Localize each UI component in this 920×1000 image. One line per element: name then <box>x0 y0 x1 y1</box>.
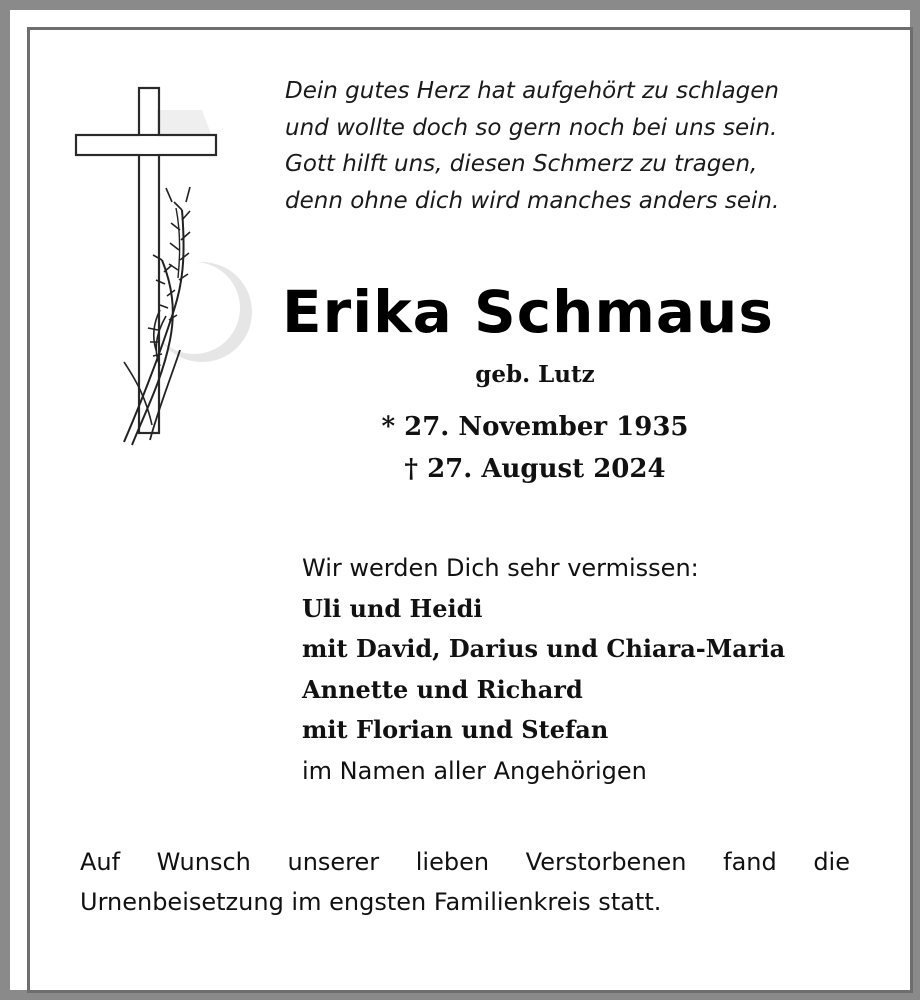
birth-date: * 27. November 1935 <box>381 412 689 442</box>
memorial-poem <box>285 73 855 219</box>
mourners-block <box>302 548 872 791</box>
mourner-line: mit David, Darius und Chiara-Maria <box>302 634 786 663</box>
note-line: Auf Wunsch unserer lieben Verstorbenen fand die <box>80 848 850 876</box>
mourner-line: mit Florian und Stefan <box>302 715 609 744</box>
poem-line: Gott hilft uns, diesen Schmerz zu tragen, <box>285 151 758 177</box>
note-line: Urnenbeisetzung im engsten Familienkreis statt. <box>80 888 662 916</box>
death-date: † 27. August 2024 <box>404 454 666 484</box>
mourners-closing: im Namen aller Angehörigen <box>302 756 647 785</box>
poem-line: und wollte doch so gern noch bei uns sein. <box>285 114 778 141</box>
mourner-line: Annette und Richard <box>302 674 583 704</box>
mourner-line: Uli und Heidi <box>302 593 483 623</box>
funeral-note <box>80 842 850 922</box>
poem-line: denn ohne dich wird manches anders sein. <box>285 187 780 214</box>
maiden-name: geb. Lutz <box>475 361 595 388</box>
life-dates <box>300 406 770 490</box>
poem-line: Dein gutes Herz hat aufgehört zu schlagen <box>285 78 779 104</box>
cross-with-wheat-icon <box>62 80 262 460</box>
mourners-intro: Wir werden Dich sehr vermissen: <box>302 554 699 582</box>
deceased-name: Erika Schmaus <box>282 278 774 346</box>
